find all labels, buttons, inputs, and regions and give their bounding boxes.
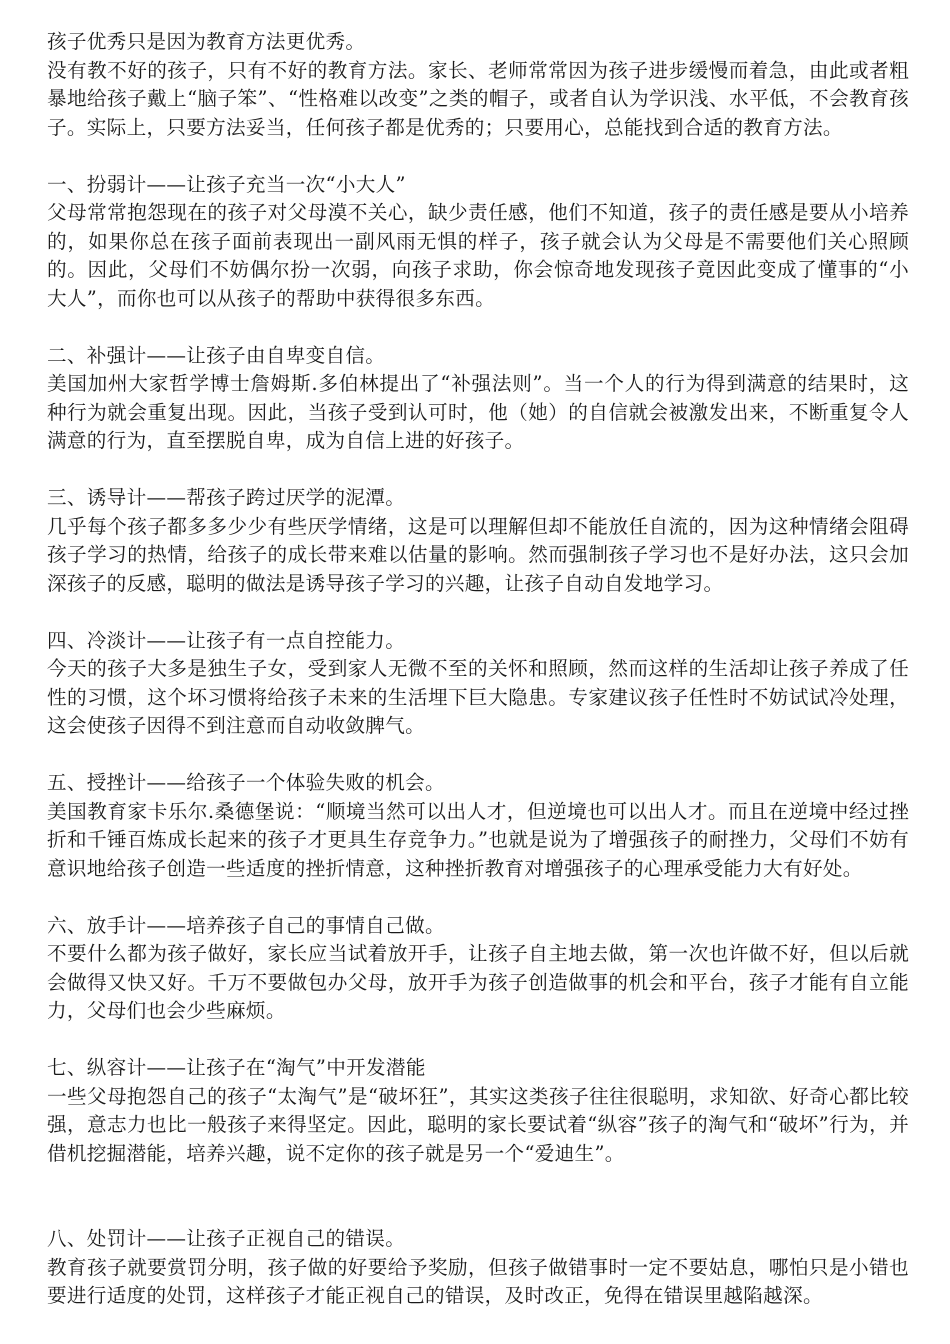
section-heading: 一、扮弱计——让孩子充当一次“小大人” — [47, 172, 406, 196]
section-body: 美国加州大家哲学博士詹姆斯.多伯林提出了“补强法则”。当一个人的行为得到满意的结果时，这种行为就会重复出现。因此，当孩子受到认可时，他（她）的自信就会被激发出来，不断重复令人满意的行为，直至摆脱自卑，成为自信上进的好孩子。 — [47, 372, 909, 452]
section-heading: 二、补强计——让孩子由自卑变自信。 — [47, 343, 386, 367]
section-heading: 七、纵容计——让孩子在“淘气”中开发潜能 — [47, 1056, 426, 1079]
section-body: 父母常常抱怨现在的孩子对父母漠不关心，缺少责任感，他们不知道，孩子的责任感是要从小培养的，如果你总在孩子面前表现出一副风雨无惧的样子，孩子就会认为父母是不需要他们关心照顾的。因此，父母们不妨偶尔扮一次弱，向孩子求助，你会惊奇地发现孩子竟因此变成了懂事的“小大人”，而你也可以从孩子的帮助中获得很多东西。 — [47, 201, 909, 310]
section-heading: 六、放手计——培养孩子自己的事情自己做。 — [47, 913, 445, 937]
section-body: 不要什么都为孩子做好，家长应当试着放开手，让孩子自主地去做，第一次也许做不好，但以后就会做得又快又好。千万不要做包办父母，放开手为孩子创造做事的机会和平台，孩子才能有自立能力，父母们也会少些麻烦。 — [47, 942, 909, 1022]
section-5 — [47, 769, 909, 883]
section-body: 一些父母抱怨自己的孩子“太淘气”是“破坏狂”，其实这类孩子往往很聪明，求知欲、好奇心都比较强，意志力也比一般孩子来得坚定。因此，聪明的家长要试着“纵容”孩子的淘气和“破坏”行为，并借机挖掘潜能，培养兴趣，说不定你的孩子就是另一个“爱迪生”。 — [47, 1084, 909, 1165]
section-body: 美国教育家卡乐尔.桑德堡说：“顺境当然可以出人才，但逆境也可以出人才。而且在逆境中经过挫折和千锤百炼成长起来的孩子才更具生存竞争力。”也就是说为了增强孩子的耐挫力，父母们不妨有意识地给孩子创造一些适度的挫折情意，这种挫折教育对增强孩子的心理承受能力大有好处。 — [47, 799, 909, 880]
section-heading: 八、处罚计——让孩子正视自己的错误。 — [47, 1227, 406, 1250]
section-heading: 四、冷淡计——让孩子有一点自控能力。 — [47, 628, 406, 652]
section-8 — [47, 1225, 909, 1311]
document-page — [47, 28, 909, 1311]
section-7 — [47, 1054, 909, 1168]
section-heading: 三、诱导计——帮孩子跨过厌学的泥潭。 — [47, 486, 406, 509]
section-heading: 五、授挫计——给孩子一个体验失败的机会。 — [47, 771, 445, 794]
intro-title: 孩子优秀只是因为教育方法更优秀。 — [47, 30, 366, 53]
section-body: 几乎每个孩子都多多少少有些厌学情绪，这是可以理解但却不能放任自流的，因为这种情绪会阻碍孩子学习的热情，给孩子的成长带来难以估量的影响。然而强制孩子学习也不是好办法，这只会加深孩子的反感，聪明的做法是诱导孩子学习的兴趣，让孩子自动自发地学习。 — [47, 514, 909, 595]
section-4 — [47, 627, 909, 741]
section-1 — [47, 171, 909, 314]
section-body: 教育孩子就要赏罚分明，孩子做的好要给予奖励，但孩子做错事时一定不要姑息，哪怕只是小错也要进行适度的处罚，这样孩子才能正视自己的错误，及时改正，免得在错误里越陷越深。 — [47, 1255, 909, 1307]
intro-body: 没有教不好的孩子，只有不好的教育方法。家长、老师常常因为孩子进步缓慢而着急，由此或者粗暴地给孩子戴上“脑子笨”、“性格难以改变”之类的帽子，或者自认为学识浅、水平低，不会教育孩子。实际上，只要方法妥当，任何孩子都是优秀的；只要用心，总能找到合适的教育方法。 — [47, 58, 909, 139]
intro-block — [47, 28, 909, 142]
section-2 — [47, 342, 909, 456]
section-body: 今天的孩子大多是独生子女，受到家人无微不至的关怀和照顾，然而这样的生活却让孩子养成了任性的习惯，这个坏习惯将给孩子未来的生活埋下巨大隐患。专家建议孩子任性时不妨试试冷处理，这会使孩子因得不到注意而自动收敛脾气。 — [47, 657, 909, 737]
section-3 — [47, 484, 909, 598]
section-6 — [47, 912, 909, 1026]
